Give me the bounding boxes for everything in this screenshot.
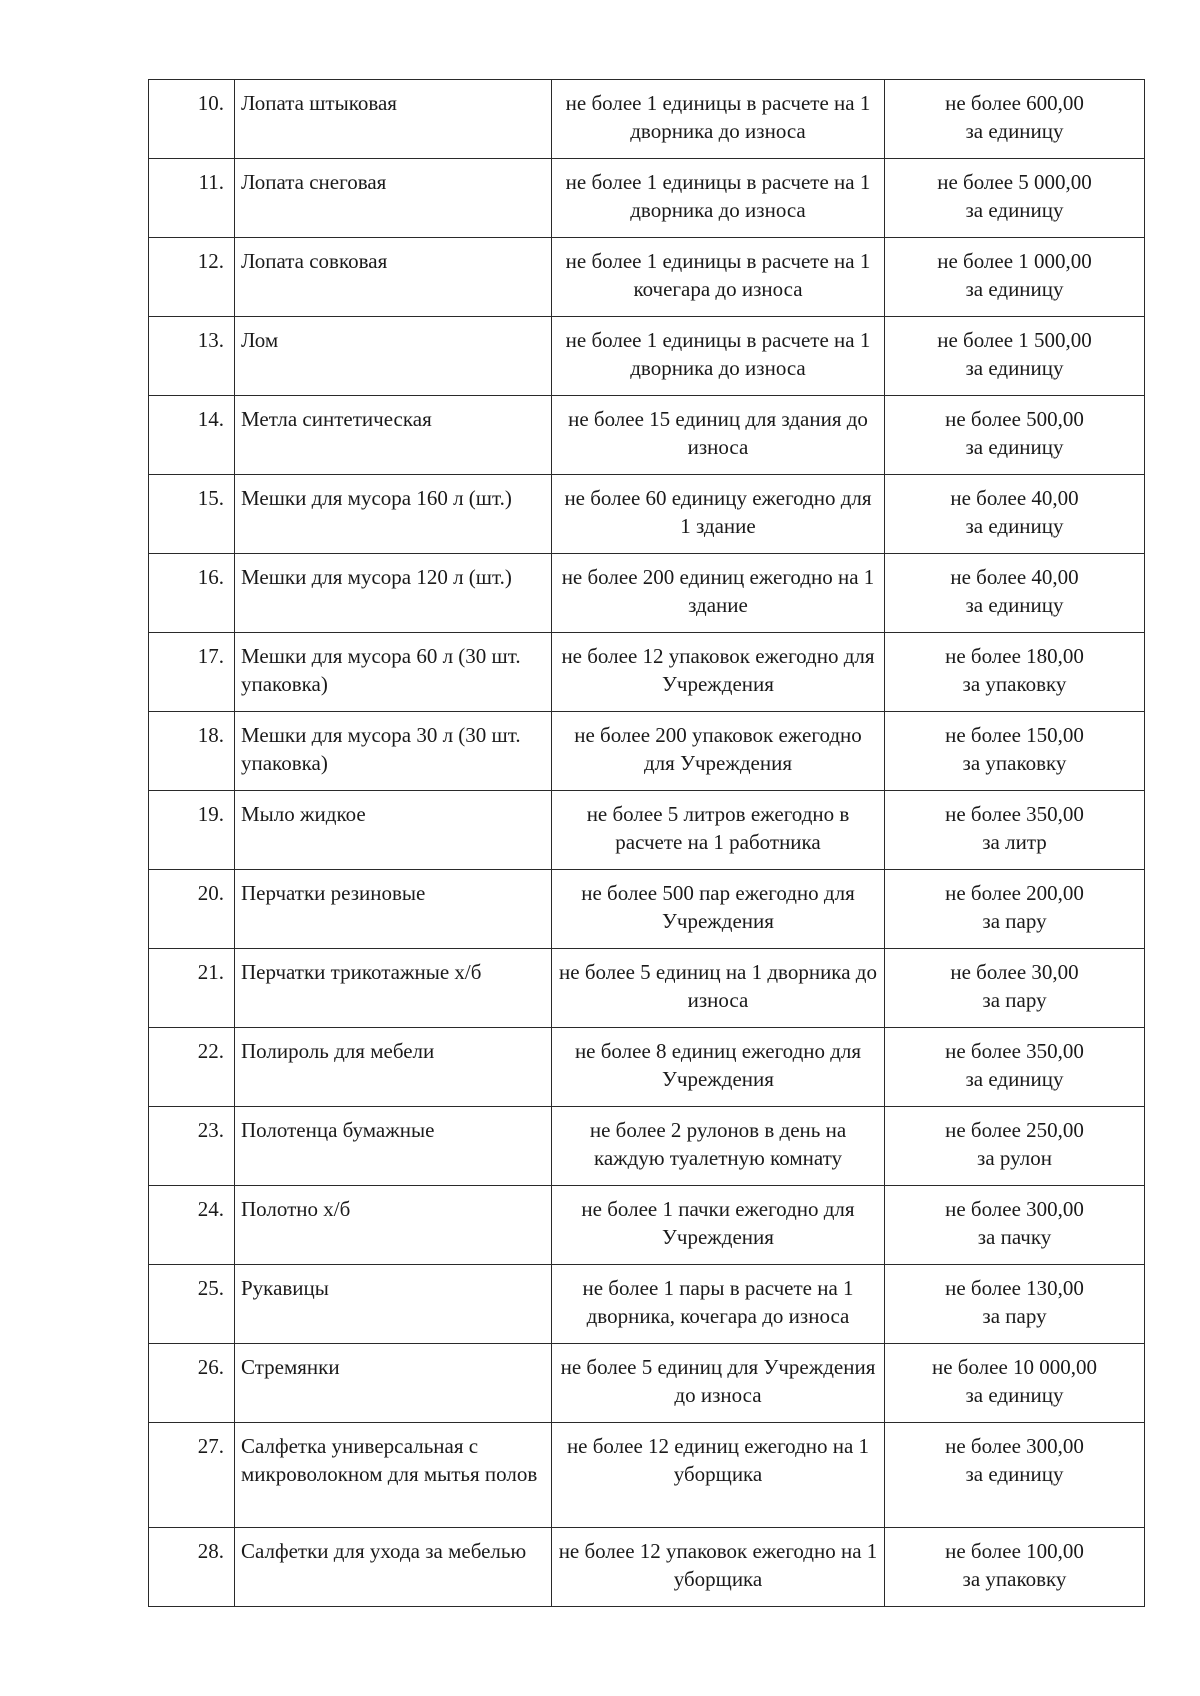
item-quantity: не более 12 упаковок ежегодно для Учреждения xyxy=(552,633,885,712)
item-name: Лопата штыковая xyxy=(235,80,552,159)
item-price xyxy=(885,1423,1145,1528)
row-number: 14. xyxy=(149,396,235,475)
price-value: не более 300,00 xyxy=(945,1434,1084,1458)
item-quantity: не более 1 единицы в расчете на 1 дворника до износа xyxy=(552,159,885,238)
table-row xyxy=(149,1528,1145,1607)
row-number: 15. xyxy=(149,475,235,554)
price-unit: за литр xyxy=(982,830,1047,854)
price-unit: за упаковку xyxy=(962,1567,1067,1591)
item-name: Мешки для мусора 60 л (30 шт. упаковка) xyxy=(235,633,552,712)
price-unit: за единицу xyxy=(965,119,1064,143)
item-name: Мешки для мусора 120 л (шт.) xyxy=(235,554,552,633)
table-row xyxy=(149,712,1145,791)
item-quantity: не более 12 упаковок ежегодно на 1 уборщика xyxy=(552,1528,885,1607)
item-quantity: не более 500 пар ежегодно для Учреждения xyxy=(552,870,885,949)
item-name: Лопата совковая xyxy=(235,238,552,317)
item-price xyxy=(885,1186,1145,1265)
row-number: 25. xyxy=(149,1265,235,1344)
item-quantity: не более 2 рулонов в день на каждую туалетную комнату xyxy=(552,1107,885,1186)
row-number: 10. xyxy=(149,80,235,159)
item-quantity: не более 5 единиц для Учреждения до износа xyxy=(552,1344,885,1423)
item-name: Салфетки для ухода за мебелью xyxy=(235,1528,552,1607)
table-row xyxy=(149,1186,1145,1265)
price-value: не более 30,00 xyxy=(950,960,1079,984)
table-row xyxy=(149,870,1145,949)
row-number: 16. xyxy=(149,554,235,633)
item-name: Метла синтетическая xyxy=(235,396,552,475)
price-unit: за единицу xyxy=(965,356,1064,380)
row-number: 11. xyxy=(149,159,235,238)
price-unit: за единицу xyxy=(965,198,1064,222)
item-name: Мыло жидкое xyxy=(235,791,552,870)
item-price xyxy=(885,80,1145,159)
item-name: Рукавицы xyxy=(235,1265,552,1344)
price-unit: за единицу xyxy=(965,1383,1064,1407)
price-value: не более 200,00 xyxy=(945,881,1084,905)
item-quantity: не более 15 единиц для здания до износа xyxy=(552,396,885,475)
row-number: 19. xyxy=(149,791,235,870)
item-quantity: не более 1 единицы в расчете на 1 дворника до износа xyxy=(552,80,885,159)
row-number: 23. xyxy=(149,1107,235,1186)
item-price xyxy=(885,949,1145,1028)
item-name: Полироль для мебели xyxy=(235,1028,552,1107)
item-quantity: не более 1 единицы в расчете на 1 кочегара до износа xyxy=(552,238,885,317)
table-row xyxy=(149,159,1145,238)
item-name: Лопата снеговая xyxy=(235,159,552,238)
item-name: Перчатки трикотажные х/б xyxy=(235,949,552,1028)
item-quantity: не более 8 единиц ежегодно для Учреждения xyxy=(552,1028,885,1107)
row-number: 26. xyxy=(149,1344,235,1423)
price-unit: за упаковку xyxy=(962,751,1067,775)
price-value: не более 180,00 xyxy=(945,644,1084,668)
norms-table-body xyxy=(149,80,1145,1607)
price-value: не более 600,00 xyxy=(945,91,1084,115)
row-number: 27. xyxy=(149,1423,235,1528)
price-unit: за единицу xyxy=(965,1067,1064,1091)
table-row xyxy=(149,475,1145,554)
table-row xyxy=(149,1028,1145,1107)
table-row xyxy=(149,1265,1145,1344)
item-name: Мешки для мусора 30 л (30 шт. упаковка) xyxy=(235,712,552,791)
row-number: 13. xyxy=(149,317,235,396)
item-quantity: не более 200 упаковок ежегодно для Учреждения xyxy=(552,712,885,791)
price-value: не более 10 000,00 xyxy=(931,1355,1098,1379)
price-value: не более 40,00 xyxy=(950,565,1079,589)
row-number: 20. xyxy=(149,870,235,949)
table-row xyxy=(149,554,1145,633)
item-price xyxy=(885,870,1145,949)
item-price xyxy=(885,791,1145,870)
item-price xyxy=(885,317,1145,396)
price-value: не более 350,00 xyxy=(945,1039,1084,1063)
item-price xyxy=(885,475,1145,554)
row-number: 17. xyxy=(149,633,235,712)
table-row xyxy=(149,1423,1145,1528)
table-row xyxy=(149,1107,1145,1186)
item-name: Полотенца бумажные xyxy=(235,1107,552,1186)
item-price xyxy=(885,1528,1145,1607)
item-price xyxy=(885,1028,1145,1107)
table-row xyxy=(149,317,1145,396)
item-quantity: не более 1 единицы в расчете на 1 дворника до износа xyxy=(552,317,885,396)
item-price xyxy=(885,1344,1145,1423)
item-quantity: не более 5 единиц на 1 дворника до износа xyxy=(552,949,885,1028)
item-quantity: не более 1 пачки ежегодно для Учреждения xyxy=(552,1186,885,1265)
price-unit: за упаковку xyxy=(962,672,1067,696)
item-price xyxy=(885,554,1145,633)
price-value: не более 500,00 xyxy=(945,407,1084,431)
price-unit: за единицу xyxy=(965,1462,1064,1486)
price-unit: за пару xyxy=(982,909,1047,933)
table-row xyxy=(149,396,1145,475)
item-quantity: не более 200 единиц ежегодно на 1 здание xyxy=(552,554,885,633)
item-name: Перчатки резиновые xyxy=(235,870,552,949)
price-value: не более 1 000,00 xyxy=(937,249,1092,273)
price-value: не более 1 500,00 xyxy=(937,328,1092,352)
price-value: не более 150,00 xyxy=(945,723,1084,747)
table-row xyxy=(149,949,1145,1028)
item-price xyxy=(885,712,1145,791)
price-unit: за единицу xyxy=(965,514,1064,538)
table-row xyxy=(149,80,1145,159)
item-price xyxy=(885,1107,1145,1186)
price-value: не более 350,00 xyxy=(945,802,1084,826)
price-value: не более 250,00 xyxy=(945,1118,1084,1142)
price-value: не более 130,00 xyxy=(945,1276,1084,1300)
row-number: 18. xyxy=(149,712,235,791)
item-price xyxy=(885,633,1145,712)
row-number: 12. xyxy=(149,238,235,317)
price-value: не более 40,00 xyxy=(950,486,1079,510)
item-quantity: не более 1 пары в расчете на 1 дворника, кочегара до износа xyxy=(552,1265,885,1344)
row-number: 28. xyxy=(149,1528,235,1607)
item-price xyxy=(885,159,1145,238)
item-name: Лом xyxy=(235,317,552,396)
row-number: 22. xyxy=(149,1028,235,1107)
price-unit: за рулон xyxy=(977,1146,1052,1170)
item-name: Стремянки xyxy=(235,1344,552,1423)
table-row xyxy=(149,633,1145,712)
price-unit: за единицу xyxy=(965,435,1064,459)
item-name: Полотно х/б xyxy=(235,1186,552,1265)
item-quantity: не более 60 единицу ежегодно для 1 здание xyxy=(552,475,885,554)
item-price xyxy=(885,238,1145,317)
price-value: не более 300,00 xyxy=(945,1197,1084,1221)
item-price xyxy=(885,1265,1145,1344)
price-value: не более 100,00 xyxy=(945,1539,1084,1563)
price-unit: за единицу xyxy=(965,593,1064,617)
item-price xyxy=(885,396,1145,475)
table-row xyxy=(149,1344,1145,1423)
item-name: Салфетка универсальная с микроволокном для мытья полов xyxy=(235,1423,552,1528)
table-row xyxy=(149,791,1145,870)
price-unit: за пачку xyxy=(977,1225,1052,1249)
price-unit: за пару xyxy=(982,1304,1047,1328)
price-value: не более 5 000,00 xyxy=(937,170,1092,194)
row-number: 21. xyxy=(149,949,235,1028)
item-name: Мешки для мусора 160 л (шт.) xyxy=(235,475,552,554)
price-unit: за пару xyxy=(982,988,1047,1012)
norms-table xyxy=(148,79,1145,1607)
table-row xyxy=(149,238,1145,317)
item-quantity: не более 12 единиц ежегодно на 1 уборщика xyxy=(552,1423,885,1528)
price-unit: за единицу xyxy=(965,277,1064,301)
item-quantity: не более 5 литров ежегодно в расчете на 1 работника xyxy=(552,791,885,870)
row-number: 24. xyxy=(149,1186,235,1265)
